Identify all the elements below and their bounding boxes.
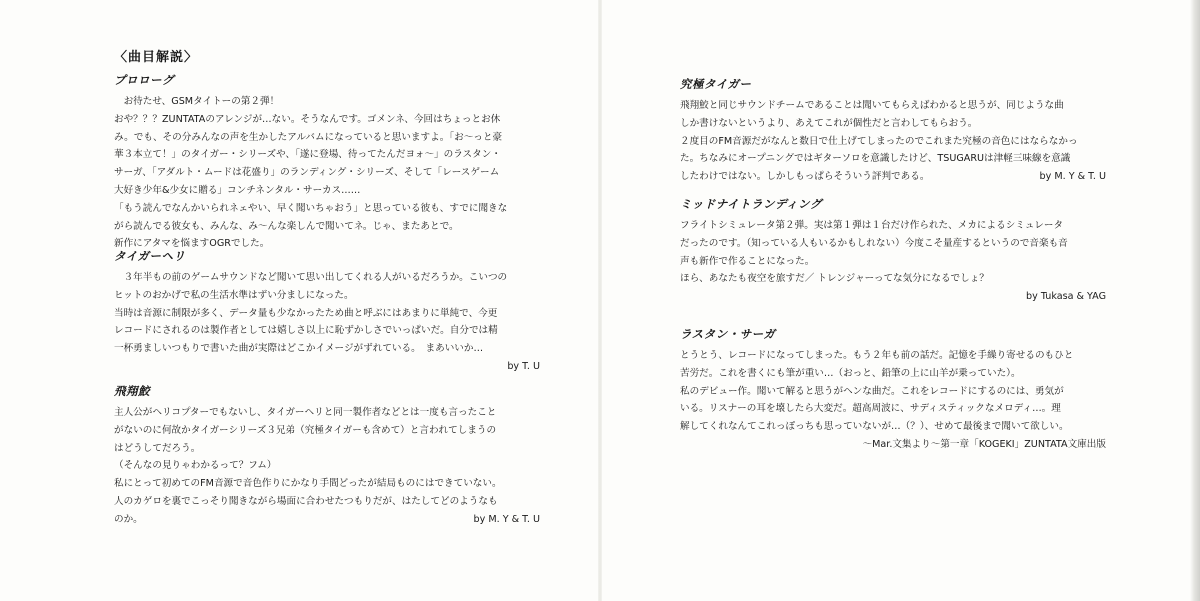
- text-line: 主人公がヘリコプターでもないし、タイガーヘリと同一製作者などとは一度も言ったこと: [114, 407, 497, 418]
- text-line: ２度目のFM音源だがなんと数日で仕上げてしまったのでこれまた究極の音色にはならなかっ: [680, 135, 1078, 147]
- track-title: 究極タイガー: [680, 77, 752, 91]
- text-line: 当時は音源に制限が多く、データ量も少なかったため曲と呼ぶにはあまりに単純で、今更: [114, 307, 498, 319]
- text-line: はどうしてだろう。: [114, 442, 201, 454]
- text-line: （そんなの見りゃわかるって？フム）: [114, 460, 277, 472]
- text-line-with-credit: [114, 511, 546, 529]
- track-rastan-saga: [680, 326, 1120, 454]
- text-line: 「もう読んでなんかいられネェやい、早く聞いちゃおう」と思っている彼も、すでに聞きな: [114, 202, 508, 214]
- track-prologue: [114, 72, 546, 253]
- track-description: [680, 97, 1120, 186]
- credit: by T. U: [507, 360, 540, 372]
- text-line: 一杯勇ましいつもりで書いた曲が実際はどこかイメージがずれている。 まあいいか…: [114, 343, 484, 355]
- credit: by M. Y & T. U: [1039, 171, 1106, 183]
- text-line: 新作にアタマを悩ますOGRでした。: [114, 238, 270, 250]
- credit: ～Mar.文集より～第一章「KOGEKI」ZUNTATA文庫出版: [862, 438, 1106, 450]
- track-description: [114, 269, 546, 376]
- text-line: サーガ、「アダルト・ムードは花盛り」のランディング・シリーズ、そして「レースゲーム: [114, 167, 500, 179]
- text-line: 大好き少年&少女に贈る」コンチネンタル・サーカス……: [114, 184, 361, 196]
- track-description: [114, 93, 546, 253]
- track-title: ミッドナイトランディング: [680, 197, 822, 211]
- text-line: 私のデビュー作。聞いて解ると思うがヘンな曲だ。これをレコードにするのには、勇気が: [680, 385, 1064, 397]
- text-line: 飛翔鮫と同じサウンドチームであることは聞いてもらえばわかると思うが、同じような曲: [680, 100, 1064, 111]
- text-line: ほら、あなたも夜空を旅すだ／ トレンジャーってな気分になるでしょ？: [680, 273, 989, 285]
- text-line: レコードにされるのは製作者としては嬉しさ以上に恥ずかしさでいっぱいだ。自分では精: [114, 325, 498, 337]
- text-line: とうとう、レコードになってしまった。もう２年も前の話だ。記憶を手繰り寄せるのもひと: [680, 350, 1074, 361]
- track-kyukyoku-tiger: [680, 76, 1120, 186]
- page-edge-shadow: [1190, 0, 1200, 601]
- page-fold: [598, 0, 602, 601]
- track-description: [680, 347, 1120, 454]
- text-line: 人のカゲロを裏でこっそり聞きながら場面に合わせたつもりだが、はたしてどのようなも: [114, 495, 498, 507]
- text-line: 声も新作で作ることになった。: [680, 255, 815, 267]
- text-line: がないのに何故かタイガーシリーズ３兄弟（究極タイガーも含めて）と言われてしまうの: [114, 424, 497, 436]
- credit: by M. Y & T. U: [473, 513, 540, 525]
- text-line: フライトシミュレータ第２弾。実は第１弾は１台だけ作られた、メカによるシミュレータ: [680, 220, 1064, 231]
- track-midnight-landing: [680, 196, 1120, 306]
- text-line: したわけではない。しかしもっぱらそういう評判である。: [680, 171, 930, 183]
- text-line: がら読んでる彼女も、みんな、み～んな楽しんで聞いてネ。じゃ、またあとで。: [114, 220, 459, 232]
- text-line: 苦労だ。これを書くにも筆が重い…（おっと、鉛筆の上に山羊が乗っていた）。: [680, 367, 1021, 379]
- text-line: のか。: [114, 513, 143, 525]
- track-hishouzame: [114, 383, 546, 529]
- text-line: しか書けないというより、あえてこれが個性だと言わしてもらおう。: [680, 117, 978, 129]
- section-header: 〈曲目解説〉: [114, 50, 199, 65]
- credit: by Tukasa & YAG: [1026, 291, 1106, 303]
- track-title: 飛翔鮫: [114, 384, 150, 398]
- text-line: た。ちなみにオープニングではギターソロを意識したけど、TSUGARUは津軽三味線を意識: [680, 153, 1071, 165]
- track-title: プロローグ: [114, 73, 174, 87]
- text-line: 華３本立て！」のタイガー・シリーズや、「遂に登場、待ってたんだヨォ～」のラスタン・: [114, 149, 501, 161]
- text-line: いる。リスナーの耳を壊したら大変だ。超高周波に、サディスティックなメロディ…。理: [680, 403, 1061, 415]
- text-line: だったのです。（知っている人もいるかもしれない）今度こそ量産するというので音楽も音: [680, 237, 1068, 249]
- text-line-with-credit: [680, 168, 1120, 186]
- text-line: 私にとって初めてのFM音源で音色作りにかなり手間どったが結局ものにはできていない。: [114, 478, 502, 490]
- track-title: タイガーヘリ: [114, 249, 186, 263]
- track-description: [114, 404, 546, 529]
- track-tiger-heli: [114, 248, 546, 376]
- track-description: [680, 217, 1120, 306]
- text-line: おや？？？ZUNTATAのアレンジが…ない。そうなんです。ゴメンネ、今回はちょっとお休: [114, 113, 501, 125]
- text-line: ヒットのおかげで私の生活水準はずい分ましになった。: [114, 289, 354, 301]
- text-line: 解してくれなんてこれっぽっちも思っていないが…（？）、せめて最後まで聞いて欲しい。: [680, 421, 1069, 433]
- text-line: お待たせ、GSMタイトーの第２弾！: [114, 96, 280, 107]
- text-line: ３年半もの前のゲームサウンドなど聞いて思い出してくれる人がいるだろうか。こいつの: [114, 272, 508, 283]
- track-title: ラスタン・サーガ: [680, 327, 776, 341]
- text-line: み。でも、その分みんなの声を生かしたアルバムになっていると思いますよ。「お～っと豪: [114, 131, 503, 143]
